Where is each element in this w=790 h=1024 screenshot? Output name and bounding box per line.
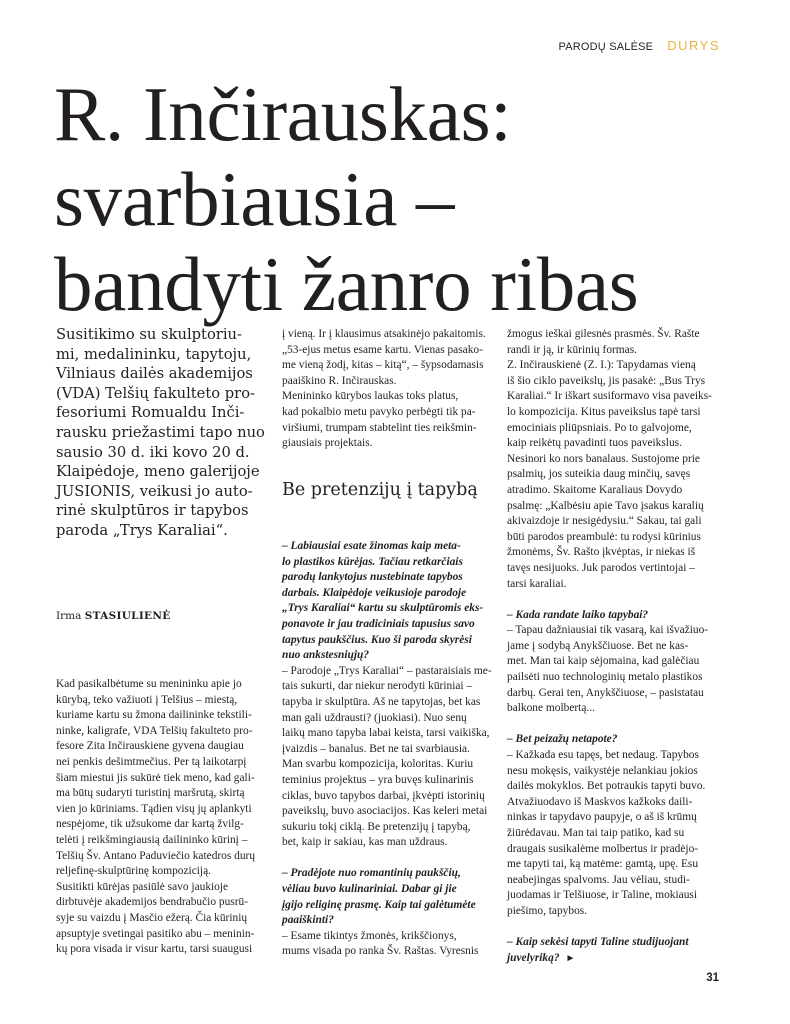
author-first-name: Irma: [56, 610, 82, 622]
body-column-2: [282, 327, 496, 452]
paragraph: į vieną. Ir į klausimus atsakinėjo pakaitomis. „53-ejus metus esame kartu. Vienas pasako- me vieną žodį, kitas – kitą“, – šypsodamasis paaiškino R. Inčirauskas.: [282, 328, 486, 387]
interview-answer: – Esame tikintys žmonės, krikščionys, mums visada po ranka Šv. Raštas. Vyresnis: [282, 929, 479, 958]
title-line: R. Inčirauskas:: [54, 71, 512, 157]
page-number: 31: [706, 972, 719, 984]
paragraph: Z. Inčirauskienė (Z. I.): Tapydamas vieną iš šio ciklo paveikslų, jis pasakė: „Bus Trys Karaliai.“ Ir iškart susiformavo visa paveiks- lo kompozicija. Kitus paveikslus tapė tarsi emociniais pliūpsniais. Po to galvojome, kaip reikėtų pavadinti tuos paveikslus. Nesinori ko nors banalaus. Sustojome prie psalmių, jos suteikia daug minčių, savęs atradimo. Skaitome Karaliaus Dovydo psalmę: „Kalbėsiu apie Tavo įsakus karalių akivaizdoje ir nesigėdysiu.“ Sakau, tai gali būti parodos preambulė: tu rodysi kūrinius žmonėms, Šv. Rašto įkvėptas, ir niekas iš tavęs nesijuoks. Juk parodos vertintojai – tarsi karaliai.: [507, 359, 712, 590]
author-last-name: STASIULIENĖ: [84, 610, 171, 622]
interview-question: – Kaip sekėsi tapyti Taline studijuojant juvelyriką? ►: [507, 935, 721, 966]
paragraph: Kad pasikalbėtume su menininku apie jo kūrybą, teko važiuoti į Telšius – miestą, kuriame kartu su žmona dailininke tekstili- ninke, kaligrafe, VDA Telšių fakulteto pro- fesore Zita Inčirauskiene gyvena daugiau nei penkis dešimtmečius. Per tą laikotarpį šiam miestui jis sukūrė tiek meno, kad gali- ma būtų sudaryti turistinį maršrutą, skirtą vien jo kūriniams. Tądien visų jų aplankyti nespėjome, tik užsukome dar kartą žvilg- telėti į reikšmingiausią dailininko kūrinį – Telšių Šv. Antano Paduviečio katedros durų reljefinę-skulptūrinę kompoziciją.: [56, 678, 256, 878]
paragraph: Menininko kūrybos laukas toks platus, kad pokalbio metu pavyko perbėgti tik pa- viršiumi, trumpam stabtelint ties reikšmin- giausiais projektais.: [282, 390, 477, 450]
title-line: bandyti žanro ribas: [54, 241, 639, 327]
interview-answer: – Tapau dažniausiai tik vasarą, kai išvažiuo- jame į sodybą Anykščiuose. Bet ne kas- met. Man tai kaip sėjomaina, kad galėčiau pailsėti nuo technologinių metalo plastikos darbų. Gerai ten, Anykščiuose, – pasistatau balkone molbertą...: [507, 624, 709, 715]
continue-arrow-icon: ►: [565, 952, 576, 964]
interview-answer: – Kažkada esu tapęs, bet nedaug. Tapybos nesu mokęsis, vaikystėje nelankiau jokios dailės mokyklos. Bet potraukis tapyti buvo. Atvažiuodavo iš Maskvos kažkoks daili- ninkas ir tapydavo paupyje, o aš iš krūmų žiūrėdavau. Man tai taip patiko, kad su draugais susikalėme molbertus ir pradėjo- me tapyti tai, ką matėme: gamtą, upę. Esu neabejingas spalvoms. Jau vėliau, studi- juodamas ir Telšiuose, ir Taline, mokiausi piešimo, tapybos.: [507, 749, 706, 917]
interview-answer: – Parodoje „Trys Karaliai“ – pastaraisiais me- tais sukurti, dar niekur nerodyti kūriniai – tapyba ir skulptūra. Aš ne tapytojas, bet kas man gali uždrausti? (juokiasi). Nuo senų laikų mano tapyba labai keista, tarsi vaikiška, įvaizdis – banalus. Bet ne tai svarbiausia. Man svarbu kompozicija, koloritas. Kuriu teminius projektus – yra buvęs kulinarinis ciklas, buvo tapybos darbai, įkvėpti istorinių paveikslų, buvo asociacijos. Kas keleri metai sukuriu tokį ciklą. Be pretenzijų į tapybą, bet, kaip ir sakiau, kas man uždraus.: [282, 664, 492, 849]
article-title: [54, 72, 638, 327]
magazine-logo: DURYS: [667, 38, 720, 53]
body-column-2-interview: [282, 539, 496, 960]
title-line: svarbiausia –: [54, 156, 455, 242]
body-column-3: [507, 327, 721, 966]
interview-question: – Kada randate laiko tapybai?: [507, 608, 649, 621]
lead-paragraph: Susitikimo su skulptoriu- mi, medalininku, tapytoju, Vilniaus dailės akademijos (VDA) Telšių fakulteto pro- fesoriumi Romualdu Inči- rausku priežastimi tapo nuo sausio 30 d. iki kovo 20 d. Klaipėdoje, meno galerijoje JUSIONIS, veikusi jo auto- rinė skulptūros ir tapybos paroda „Trys Karaliai“.: [56, 326, 265, 539]
paragraph: žmogus ieškai gilesnės prasmės. Šv. Rašte randi ir ją, ir kūrinių formas.: [507, 328, 700, 356]
interview-question: – Bet peizažų netapote?: [507, 733, 618, 746]
paragraph: Susitikti kūrėjas pasiūlė savo jaukioje dirbtuvėje akademijos bendrabučio pusrū- syje su vaizdu į Masčio ežerą. Čia kūrinių apsuptyje svetingai pasitiko abu – meninin- kų pora visada ir visur kartu, tarsi suaugusi: [56, 880, 255, 956]
interview-question: – Labiausiai esate žinomas kaip meta- lo plastikos kūrėjas. Tačiau retkarčiais parodų lankytojus nustebinate tapybos darbais. Klaipėdoje veikusioje parodoje „Trys Karaliai“ kartu su skulptūromis eks- ponavote ir jau tradiciniais tapusius savo tapytus paukščius. Kuo ši paroda skyrėsi nuo ankstesniųjų?: [282, 540, 484, 662]
section-subheading: Be pretenzijų į tapybą: [282, 480, 478, 500]
body-column-1: [56, 677, 270, 958]
running-header: [559, 38, 721, 53]
interview-question: – Pradėjote nuo romantinių paukščių, vėliau buvo kulinariniai. Dabar gi jie įgijo religinę prasmę. Kaip tai galėtumėte paaiškinti?: [282, 867, 476, 927]
author-byline: [56, 610, 171, 622]
section-label: PARODŲ SALĖSE: [558, 41, 654, 53]
